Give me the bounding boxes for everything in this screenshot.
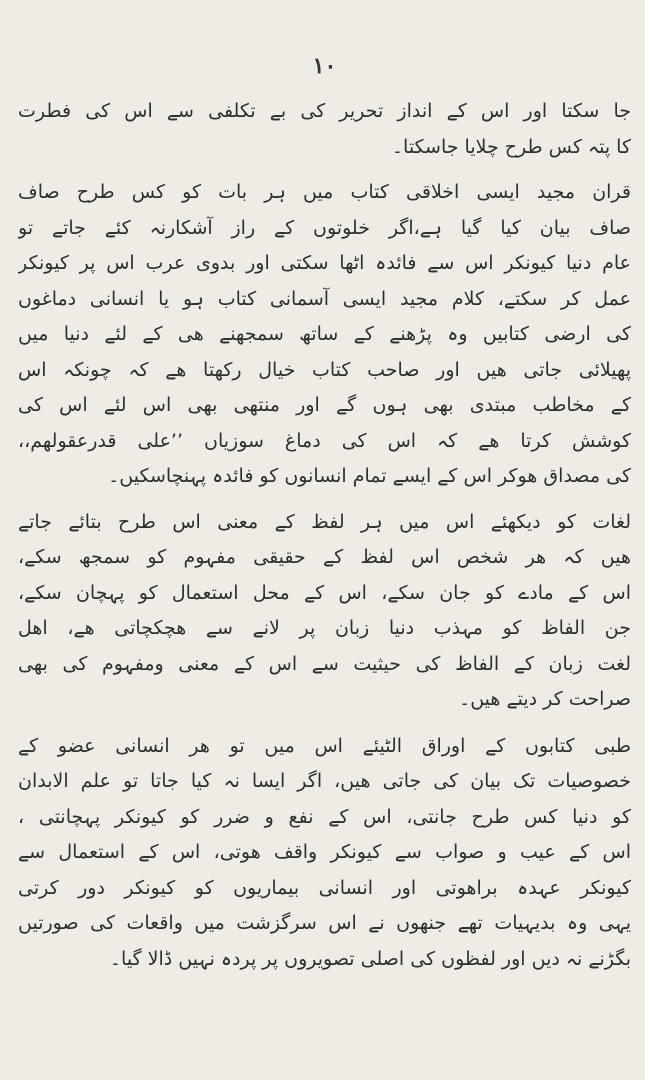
text-line: قران مجید ایسی اخلاقی کتاب میں ہر بات کو کس طرح صاف (18, 181, 631, 203)
text-line: لغت زبان کے الفاظ کی حیثیت سے اس کے معنی ومفہوم کی بھی (18, 652, 631, 675)
text-line: صاف بیان کیا گیا ہے،اگر خلوتوں کے راز آشکارنہ کئے جاتے تو (18, 216, 631, 239)
text-line: جا سکتا اور اس کے انداز تحریر کی بے تکلفی سے اس کی فطرت (18, 100, 631, 122)
text-line: عام دنیا کیونکر اس سے فائدہ اٹھا سکتی اور بدوی عرب اس پر کیونکر (18, 252, 631, 274)
paragraph-2 (18, 175, 631, 495)
paragraph-1 (18, 94, 631, 165)
text-line: کو دنیا کس طرح جانتی، اس کے نفع و ضرر کو کیونکر پہچانتی ، (18, 805, 631, 828)
text-line: کیونکر عہدہ براھوتی اور انسانی بیماریوں کو کیونکر دور کرتی (18, 876, 631, 899)
text-line: کے مخاطب مبتدی بھی ہوں گے اور منتھی بھی اس لئے اس کی (18, 394, 631, 416)
text-line: پھیلائی جاتی ھیں اور صاحب کتاب خیال رکھتا ھے کہ چونکہ اس (18, 358, 631, 381)
text-line: کا پتہ کس طرح چلایا جاسکتا۔ (391, 135, 631, 158)
text-line: طبی کتابوں کے اوراق الٹیئے اس میں تو ھر انسانی عضو کے (18, 734, 631, 757)
text-line: اس کے مادے کو جان سکے، اس کے محل استعمال کو پہچان سکے، (18, 581, 631, 604)
text-line: ھیں کہ ھر شخص اس لفظ کے حقیقی مفہوم کو سمجھ سکے، (18, 546, 631, 568)
paragraph-3 (18, 505, 631, 718)
text-line: جن الفاظ کو مہذب دنیا زبان پر لانے سے ھچکچاتی ھے، اھل (18, 617, 631, 639)
page-number: ١٠ (312, 53, 337, 79)
text-line: خصوصیات تک بیان کی جاتی ھیں، اگر ایسا نہ کیا جاتا تو علم الابدان (18, 770, 631, 792)
text-line: صراحت کر دیتے ھیں۔ (459, 688, 631, 710)
paragraph-4 (18, 729, 631, 978)
text-line: لغات کو دیکھئے اس میں ہر لفظ کے معنی اس طرح بتائے جاتے (18, 510, 631, 533)
text-line: یہی وہ بدیہیات تھے جنھوں نے اس سرگزشت میں واقعات کی صورتیں (18, 912, 631, 934)
text-line: کی ارضی کتابیں وہ پڑھنے کے ساتھ سمجھنے ھی کے لئے دنیا میں (18, 323, 631, 345)
text-line: کوشش کرتا ھے کہ اس کی دماغ سوزیاں ’’علی قدرعقولھم،، (18, 429, 631, 452)
text-line: کی مصداق ھوکر اس کے ایسے تمام انسانوں کو فائدہ پہنچاسکیں۔ (108, 465, 631, 487)
text-line: اس کے عیب و صواب سے کیونکر واقف ھوتی، اس کے استعمال سے (18, 841, 631, 863)
text-line: بگڑنے نہ دیں اور لفظوں کی اصلی تصویروں پر پردہ نہیں ڈالا گیا۔ (109, 947, 631, 970)
text-line: عمل کر سکتے، کلام مجید ایسی آسمانی کتاب ہو یا انسانی دماغوں (18, 287, 631, 310)
